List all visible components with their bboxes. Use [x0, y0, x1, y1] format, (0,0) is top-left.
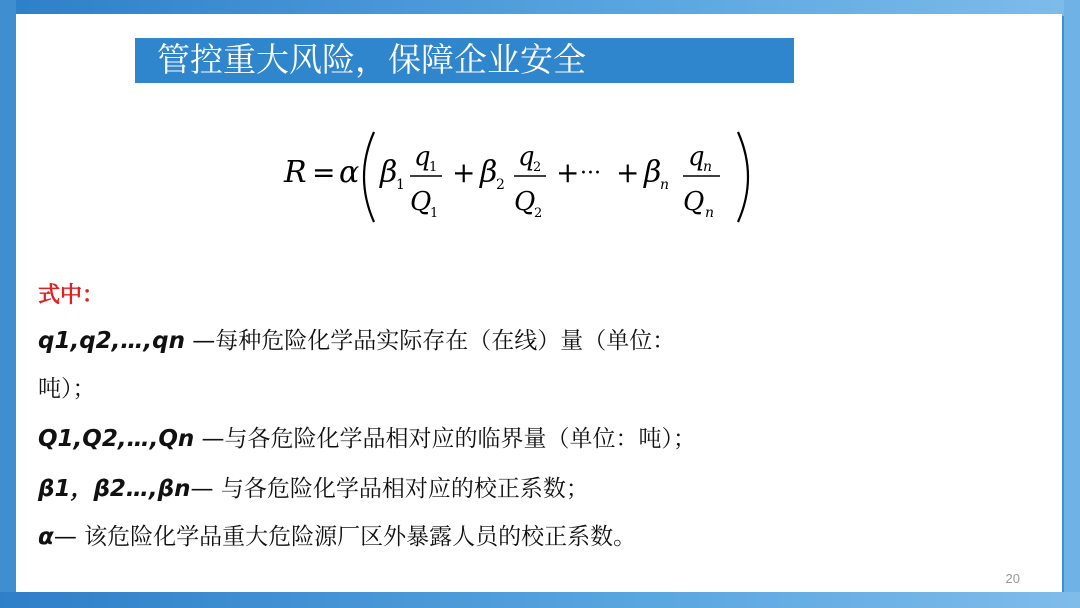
svg-text:=: = — [312, 156, 336, 189]
svg-text:1: 1 — [429, 160, 438, 175]
svg-text:+: + — [452, 156, 476, 189]
definition-Q — [38, 420, 696, 453]
definition-q-text: —每种危险化学品实际存在（在线）量（单位： — [184, 328, 676, 354]
svg-text:+: + — [556, 156, 580, 189]
right-border — [1064, 0, 1080, 608]
svg-text:2: 2 — [533, 160, 542, 175]
svg-text:1: 1 — [396, 177, 405, 193]
svg-text:Q: Q — [514, 187, 536, 217]
svg-text:q: q — [518, 142, 535, 172]
svg-text:···: ··· — [580, 161, 601, 186]
definition-Q-text: —与各危险化学品相对应的临界量（单位：吨）； — [194, 426, 697, 452]
definition-alpha — [38, 518, 636, 551]
svg-text:Q: Q — [683, 187, 705, 217]
definition-q-cont — [38, 370, 96, 403]
definition-q — [38, 322, 675, 355]
svg-text:R: R — [284, 155, 307, 190]
svg-text:1: 1 — [430, 206, 439, 221]
definition-alpha-text: — 该危险化学品重大危险源厂区外暴露人员的校正系数。 — [53, 524, 637, 550]
bottom-border — [0, 592, 1080, 608]
svg-text:α: α — [339, 155, 360, 190]
svg-text:β: β — [644, 155, 662, 190]
slide-canvas — [16, 14, 1062, 592]
symbol-beta: β1，β2…,βn — [38, 476, 191, 502]
svg-text:q: q — [414, 142, 431, 172]
svg-text:2: 2 — [496, 177, 505, 193]
svg-text:+: + — [616, 156, 640, 189]
title-bar — [135, 38, 794, 83]
page-number: 20 — [1005, 571, 1020, 586]
svg-text:n: n — [705, 205, 715, 221]
definition-q-continuation: 吨）； — [38, 376, 96, 402]
svg-text:β: β — [480, 155, 498, 190]
svg-text:2: 2 — [534, 206, 543, 221]
where-label: 式中： — [38, 283, 105, 308]
symbol-alpha: α — [38, 524, 54, 550]
symbol-q: q1,q2,…,qn — [38, 328, 185, 354]
definition-beta-text: — 与各危险化学品相对应的校正系数； — [190, 476, 589, 502]
risk-formula — [246, 122, 766, 232]
svg-text:q: q — [688, 142, 705, 172]
svg-text:β: β — [380, 155, 398, 190]
svg-text:n: n — [660, 177, 670, 193]
svg-text:n: n — [703, 159, 713, 175]
symbol-Q: Q1,Q2,…,Qn — [38, 426, 195, 452]
slide-title: 管控重大风险，保障企业安全 — [157, 40, 586, 79]
definition-beta — [38, 470, 589, 503]
left-border — [0, 0, 16, 608]
svg-text:Q: Q — [410, 187, 432, 217]
